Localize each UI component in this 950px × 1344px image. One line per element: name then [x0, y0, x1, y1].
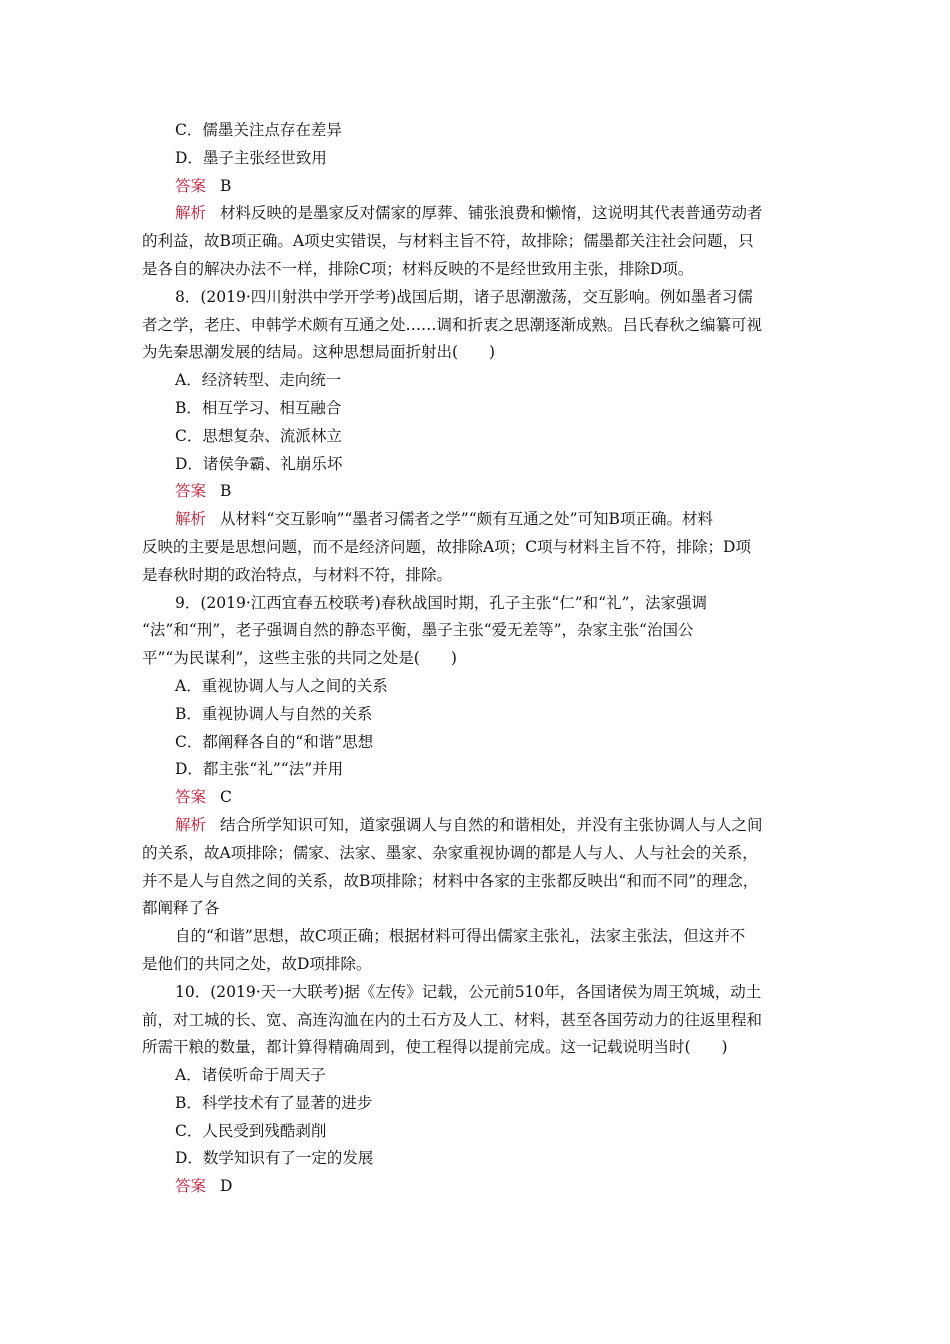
q8-option-d: D．诸侯争霸、礼崩乐坏 [175, 454, 343, 473]
answer-label: 答案 [175, 1177, 207, 1196]
q8-stem-line-1: 8．(2019·四川射洪中学开学考)战国后期，诸子思潮激荡，交互影响。例如墨者习儒 [175, 287, 753, 306]
q8-answer [142, 478, 818, 506]
q9-option-a: A．重视协调人与人之间的关系 [175, 676, 388, 695]
q9-analysis-line-3: 并不是人与自然之间的关系，故B项排除；材料中各家的主张都反映出“和而不同”的理念， [142, 871, 759, 890]
q9-analysis-line-2: 的关系，故A项排除；儒家、法家、墨家、杂家重视协调的都是人与人、人与社会的关系， [142, 843, 758, 862]
analysis-text: 结合所学知识可知，道家强调人与自然的和谐相处，并没有主张协调人与人之间 [220, 815, 763, 834]
q7-option-d: D．墨子主张经世致用 [175, 148, 327, 167]
answer-label: 答案 [175, 482, 207, 501]
q10-stem-line-1: 10．(2019·天一大联考)据《左传》记载，公元前510年，各国诸侯为周王筑城，动土 [175, 982, 762, 1001]
q9-option-c: C．都阐释各自的“和谐”思想 [175, 732, 374, 751]
q8-option-b: B．相互学习、相互融合 [175, 398, 342, 417]
q10-stem-line-2: 前，对工城的长、宽、高连沟洫在内的土石方及人工、材料，甚至各国劳动力的往返里程和 [142, 1010, 763, 1029]
q10-option-d: D．数学知识有了一定的发展 [175, 1149, 374, 1168]
q7-answer [142, 173, 818, 201]
answer-label: 答案 [175, 788, 207, 807]
answer-value: D [220, 1177, 233, 1196]
q9-analysis-line-1 [142, 812, 818, 840]
q8-stem-line-3: 为先秦思潮发展的结局。这种思想局面折射出( ) [142, 343, 496, 362]
analysis-label: 解析 [175, 204, 207, 223]
analysis-label: 解析 [175, 510, 207, 529]
q8-option-c: C．思想复杂、流派林立 [175, 426, 342, 445]
answer-value: B [220, 482, 232, 501]
q10-answer [142, 1173, 818, 1201]
analysis-text: 材料反映的是墨家反对儒家的厚葬、铺张浪费和懒惰，这说明其代表普通劳动者 [220, 204, 763, 223]
q10-option-c: C．人民受到残酷剥削 [175, 1121, 327, 1140]
q7-analysis-line-3: 是各自的解决办法不一样，排除C项；材料反映的不是经世致用主张，排除D项。 [142, 259, 694, 278]
answer-value: B [220, 176, 232, 195]
analysis-text: 从材料“交互影响”“墨者习儒者之学”“颇有互通之处”可知B项正确。材料 [220, 510, 713, 529]
q8-option-a: A．经济转型、走向统一 [175, 371, 342, 390]
q8-stem-line-2: 者之学，老庄、申韩学术颇有互通之处……调和折衷之思潮逐渐成熟。吕氏春秋之编纂可视 [142, 315, 763, 334]
q7-option-c: C．儒墨关注点存在差异 [175, 121, 342, 139]
q9-stem-line-1: 9．(2019·江西宜春五校联考)春秋战国时期，孔子主张“仁”和“礼”，法家强调 [175, 593, 708, 612]
q9-analysis-line-4: 都阐释了各 [142, 899, 220, 918]
q9-analysis-continuation-2: 是他们的共同之处，故D项排除。 [142, 954, 372, 973]
q10-stem-line-3: 所需干粮的数量，都计算得精确周到，使工程得以提前完成。这一记载说明当时( ) [142, 1038, 728, 1057]
q7-analysis-line-1 [142, 200, 818, 228]
q7-analysis-line-2: 的利益，故B项正确。A项史实错误，与材料主旨不符，故排除；儒墨都关注社会问题，只 [142, 232, 754, 251]
q8-analysis-line-1 [142, 506, 818, 534]
q8-analysis-line-2: 反映的主要是思想问题，而不是经济问题，故排除A项；C项与材料主旨不符，排除；D项 [142, 537, 751, 556]
document-page [142, 117, 818, 1201]
q9-option-b: B．重视协调人与自然的关系 [175, 704, 373, 723]
q8-analysis-line-3: 是春秋时期的政治特点，与材料不符，排除。 [142, 565, 453, 584]
q9-stem-line-2: “法”和“刑”，老子强调自然的静态平衡，墨子主张“爱无差等”，杂家主张“治国公 [142, 621, 694, 640]
answer-value: C [220, 788, 232, 807]
q10-option-b: B．科学技术有了显著的进步 [175, 1093, 373, 1112]
q10-option-a: A．诸侯听命于周天子 [175, 1066, 326, 1085]
q9-analysis-continuation-1: 自的“和谐”思想，故C项正确；根据材料可得出儒家主张礼，法家主张法，但这并不 [175, 927, 746, 946]
q9-stem-line-3: 平”“为民谋利”，这些主张的共同之处是( ) [142, 649, 457, 668]
q9-answer [142, 784, 818, 812]
analysis-label: 解析 [175, 815, 207, 834]
q9-option-d: D．都主张“礼”“法”并用 [175, 760, 344, 779]
answer-label: 答案 [175, 176, 207, 195]
